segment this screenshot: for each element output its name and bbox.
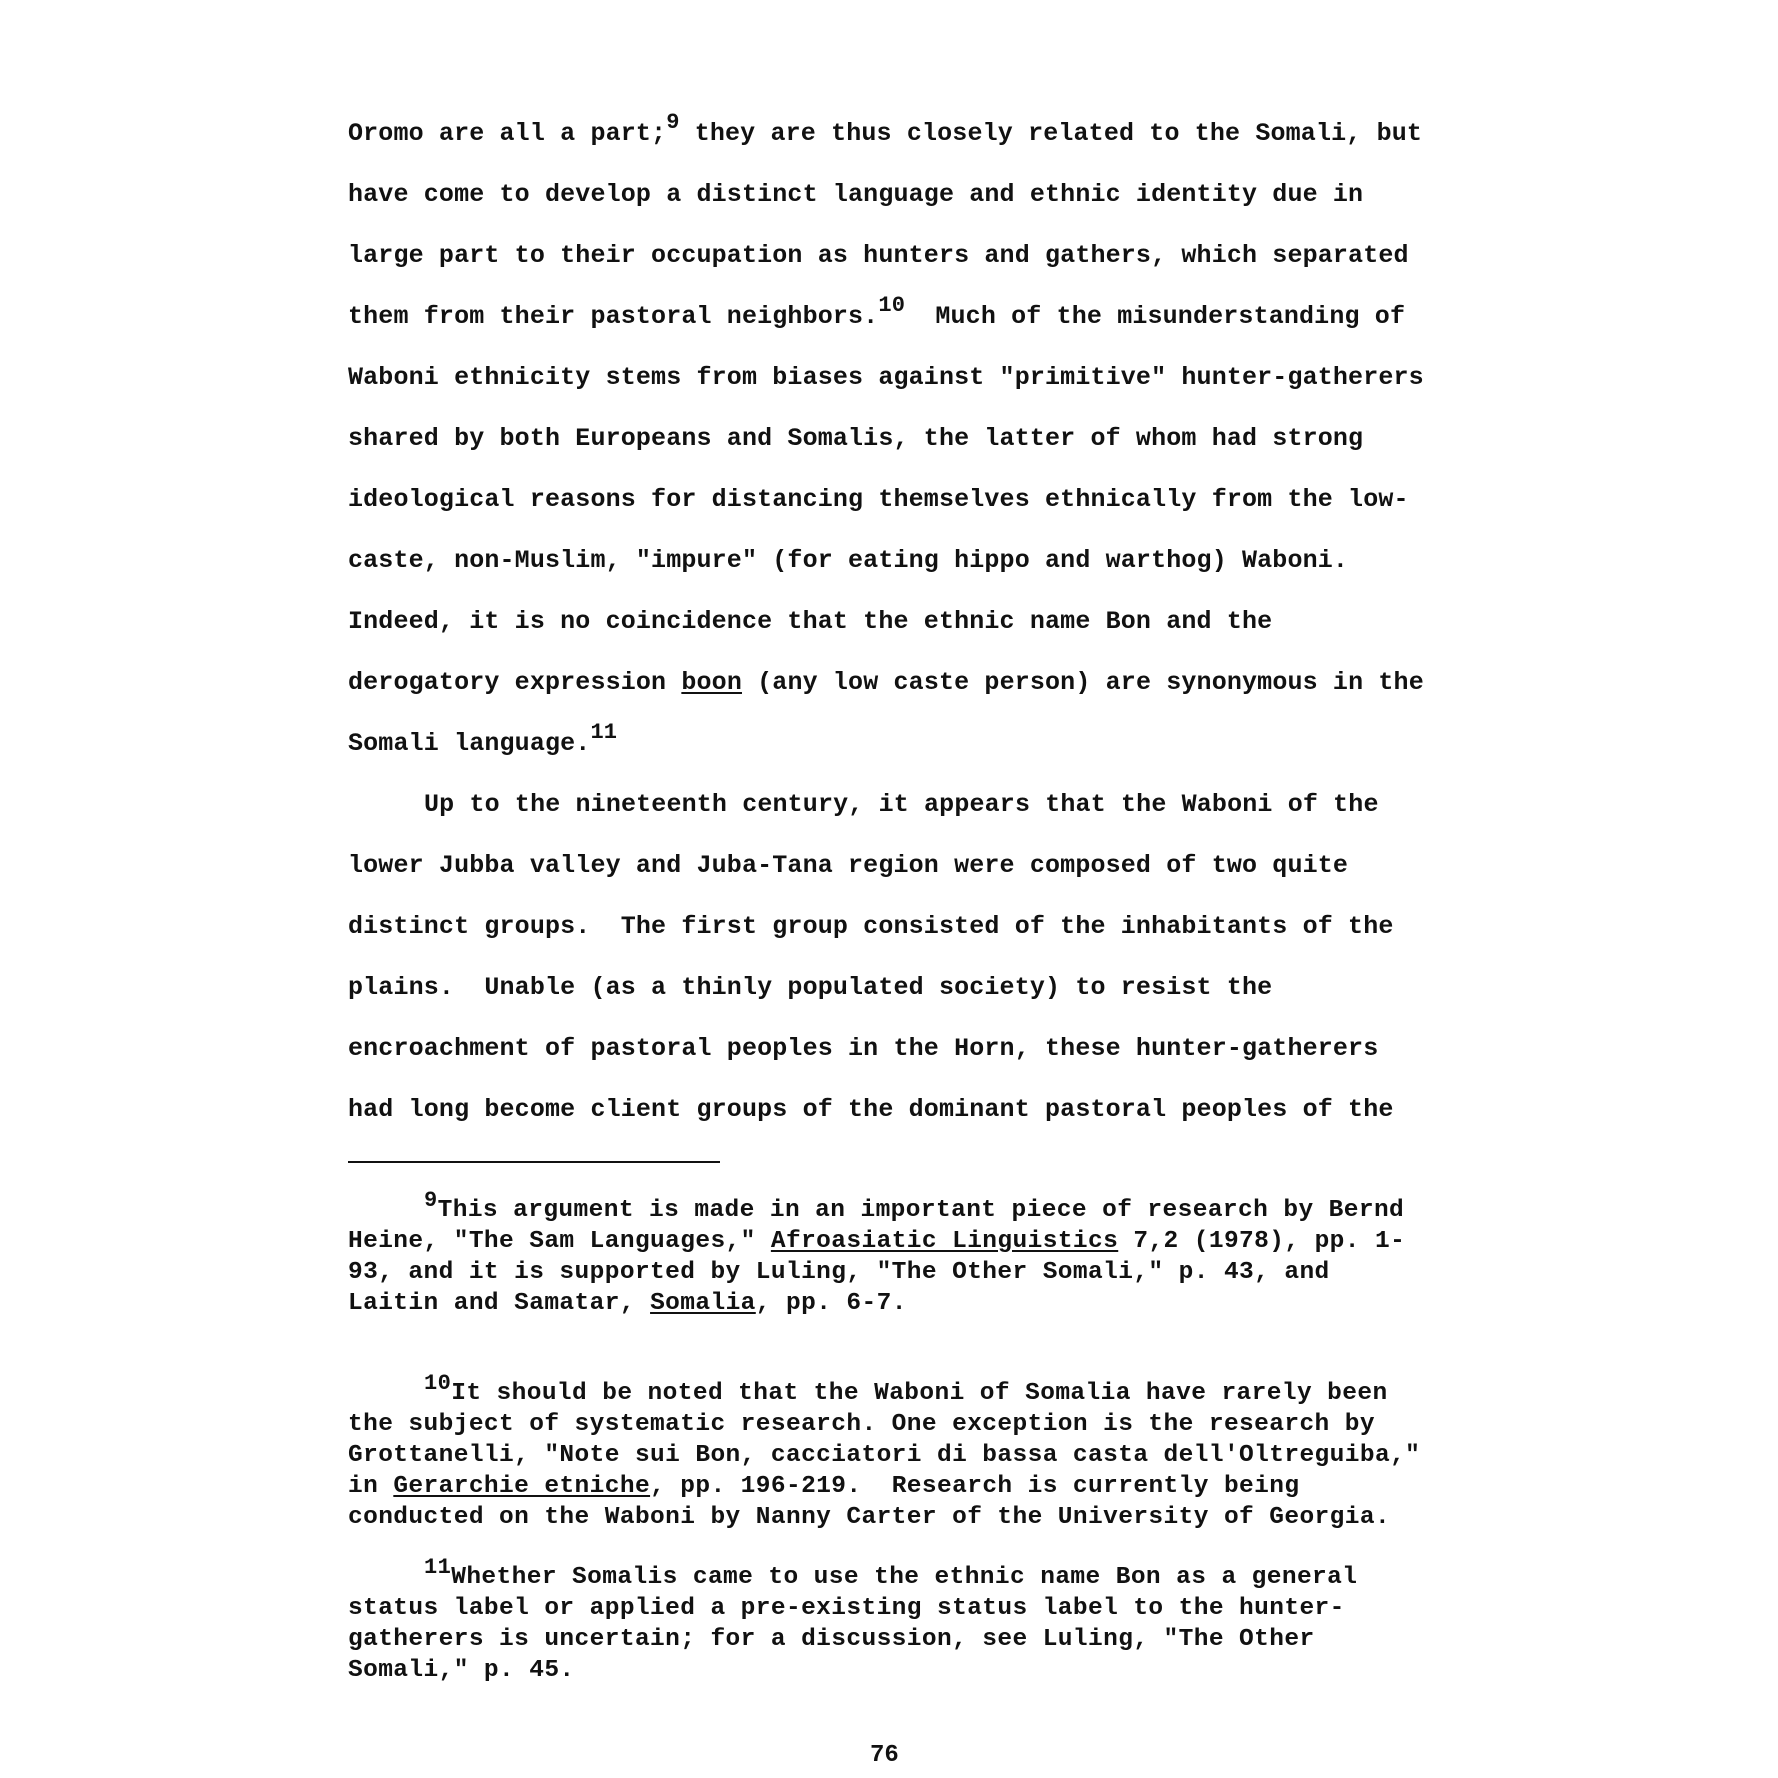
body-line-9: Indeed, it is no coincidence that the ethnic name Bon and the [348, 607, 1273, 636]
body-line-15: plains. Unable (as a thinly populated society) to resist the [348, 973, 1273, 1002]
body-line-11: Somali language.$^{11}$ [348, 720, 618, 758]
footnote-ref-11[interactable]: 11 [590, 720, 618, 745]
page-number: 76 [870, 1742, 899, 1769]
footnote-line: Laitin and Samatar, Somalia, pp. 6-7. [348, 1290, 907, 1317]
footnote-ref-10[interactable]: 10 [878, 293, 906, 318]
body-line-4: them from their pastoral neighbors.$^{10}$ Much of the misunderstanding of [348, 293, 1406, 331]
body-line-1: Oromo are all a part;$^9$ they are thus closely related to the Somali, but [348, 110, 1423, 148]
body-line-3: large part to their occupation as hunters and gathers, which separated [348, 241, 1409, 270]
footnote-line: Grottanelli, "Note sui Bon, cacciatori di bassa casta dell'Oltreguiba," [348, 1442, 1421, 1469]
underlined-title: Afroasiatic Linguistics [770, 1228, 1119, 1255]
underlined-title: Gerarchie etniche [393, 1473, 651, 1500]
underlined-title: Somalia [650, 1290, 756, 1317]
footnote-line: Heine, "The Sam Languages," Afroasiatic Linguistics 7,2 (1978), pp. 1- [348, 1228, 1406, 1255]
body-line-2: have come to develop a distinct language and ethnic identity due in [348, 180, 1364, 209]
body-line-7: ideological reasons for distancing themselves ethnically from the low- [348, 485, 1409, 514]
body-line-16: encroachment of pastoral peoples in the Horn, these hunter-gatherers [348, 1034, 1379, 1063]
footnote-number: 10 [424, 1371, 452, 1396]
body-line-10: derogatory expression boon (any low caste person) are synonymous in the [348, 668, 1424, 697]
footnote-line: Somali," p. 45. [348, 1657, 575, 1684]
body-line-13: lower Jubba valley and Juba-Tana region were composed of two quite [348, 851, 1349, 880]
footnote-line: in Gerarchie etniche, pp. 196-219. Research is currently being [348, 1473, 1300, 1500]
body-line-5: Waboni ethnicity stems from biases against "primitive" hunter-gatherers [348, 363, 1424, 392]
footnote-line: $^{11}$Whether Somalis came to use the ethnic name Bon as a general [424, 1555, 1358, 1591]
footnote-line: the subject of systematic research. One exception is the research by [348, 1411, 1375, 1438]
body-line-12: Up to the nineteenth century, it appears that the Waboni of the [424, 790, 1379, 819]
footnote-line: conducted on the Waboni by Nanny Carter of the University of Georgia. [348, 1504, 1391, 1531]
footnote-separator [348, 1161, 720, 1163]
footnote-ref-9[interactable]: 9 [666, 110, 680, 135]
body-line-14: distinct groups. The first group consisted of the inhabitants of the [348, 912, 1394, 941]
underlined-term: boon [681, 668, 742, 697]
footnote-line: gatherers is uncertain; for a discussion, see Luling, "The Other [348, 1626, 1315, 1653]
footnote-line: 93, and it is supported by Luling, "The Other Somali," p. 43, and [348, 1259, 1330, 1286]
footnote-line: status label or applied a pre-existing status label to the hunter- [348, 1595, 1345, 1622]
footnote-line: $^{10}$It should be noted that the Waboni of Somalia have rarely been [424, 1371, 1388, 1407]
footnote-number: 9 [424, 1188, 438, 1213]
footnote-number: 11 [424, 1555, 452, 1580]
body-line-6: shared by both Europeans and Somalis, the latter of whom had strong [348, 424, 1364, 453]
body-line-17: had long become client groups of the dominant pastoral peoples of the [348, 1095, 1394, 1124]
footnote-line: $^9$This argument is made in an important piece of research by Bernd [424, 1188, 1405, 1224]
body-line-8: caste, non-Muslim, "impure" (for eating hippo and warthog) Waboni. [348, 546, 1349, 575]
